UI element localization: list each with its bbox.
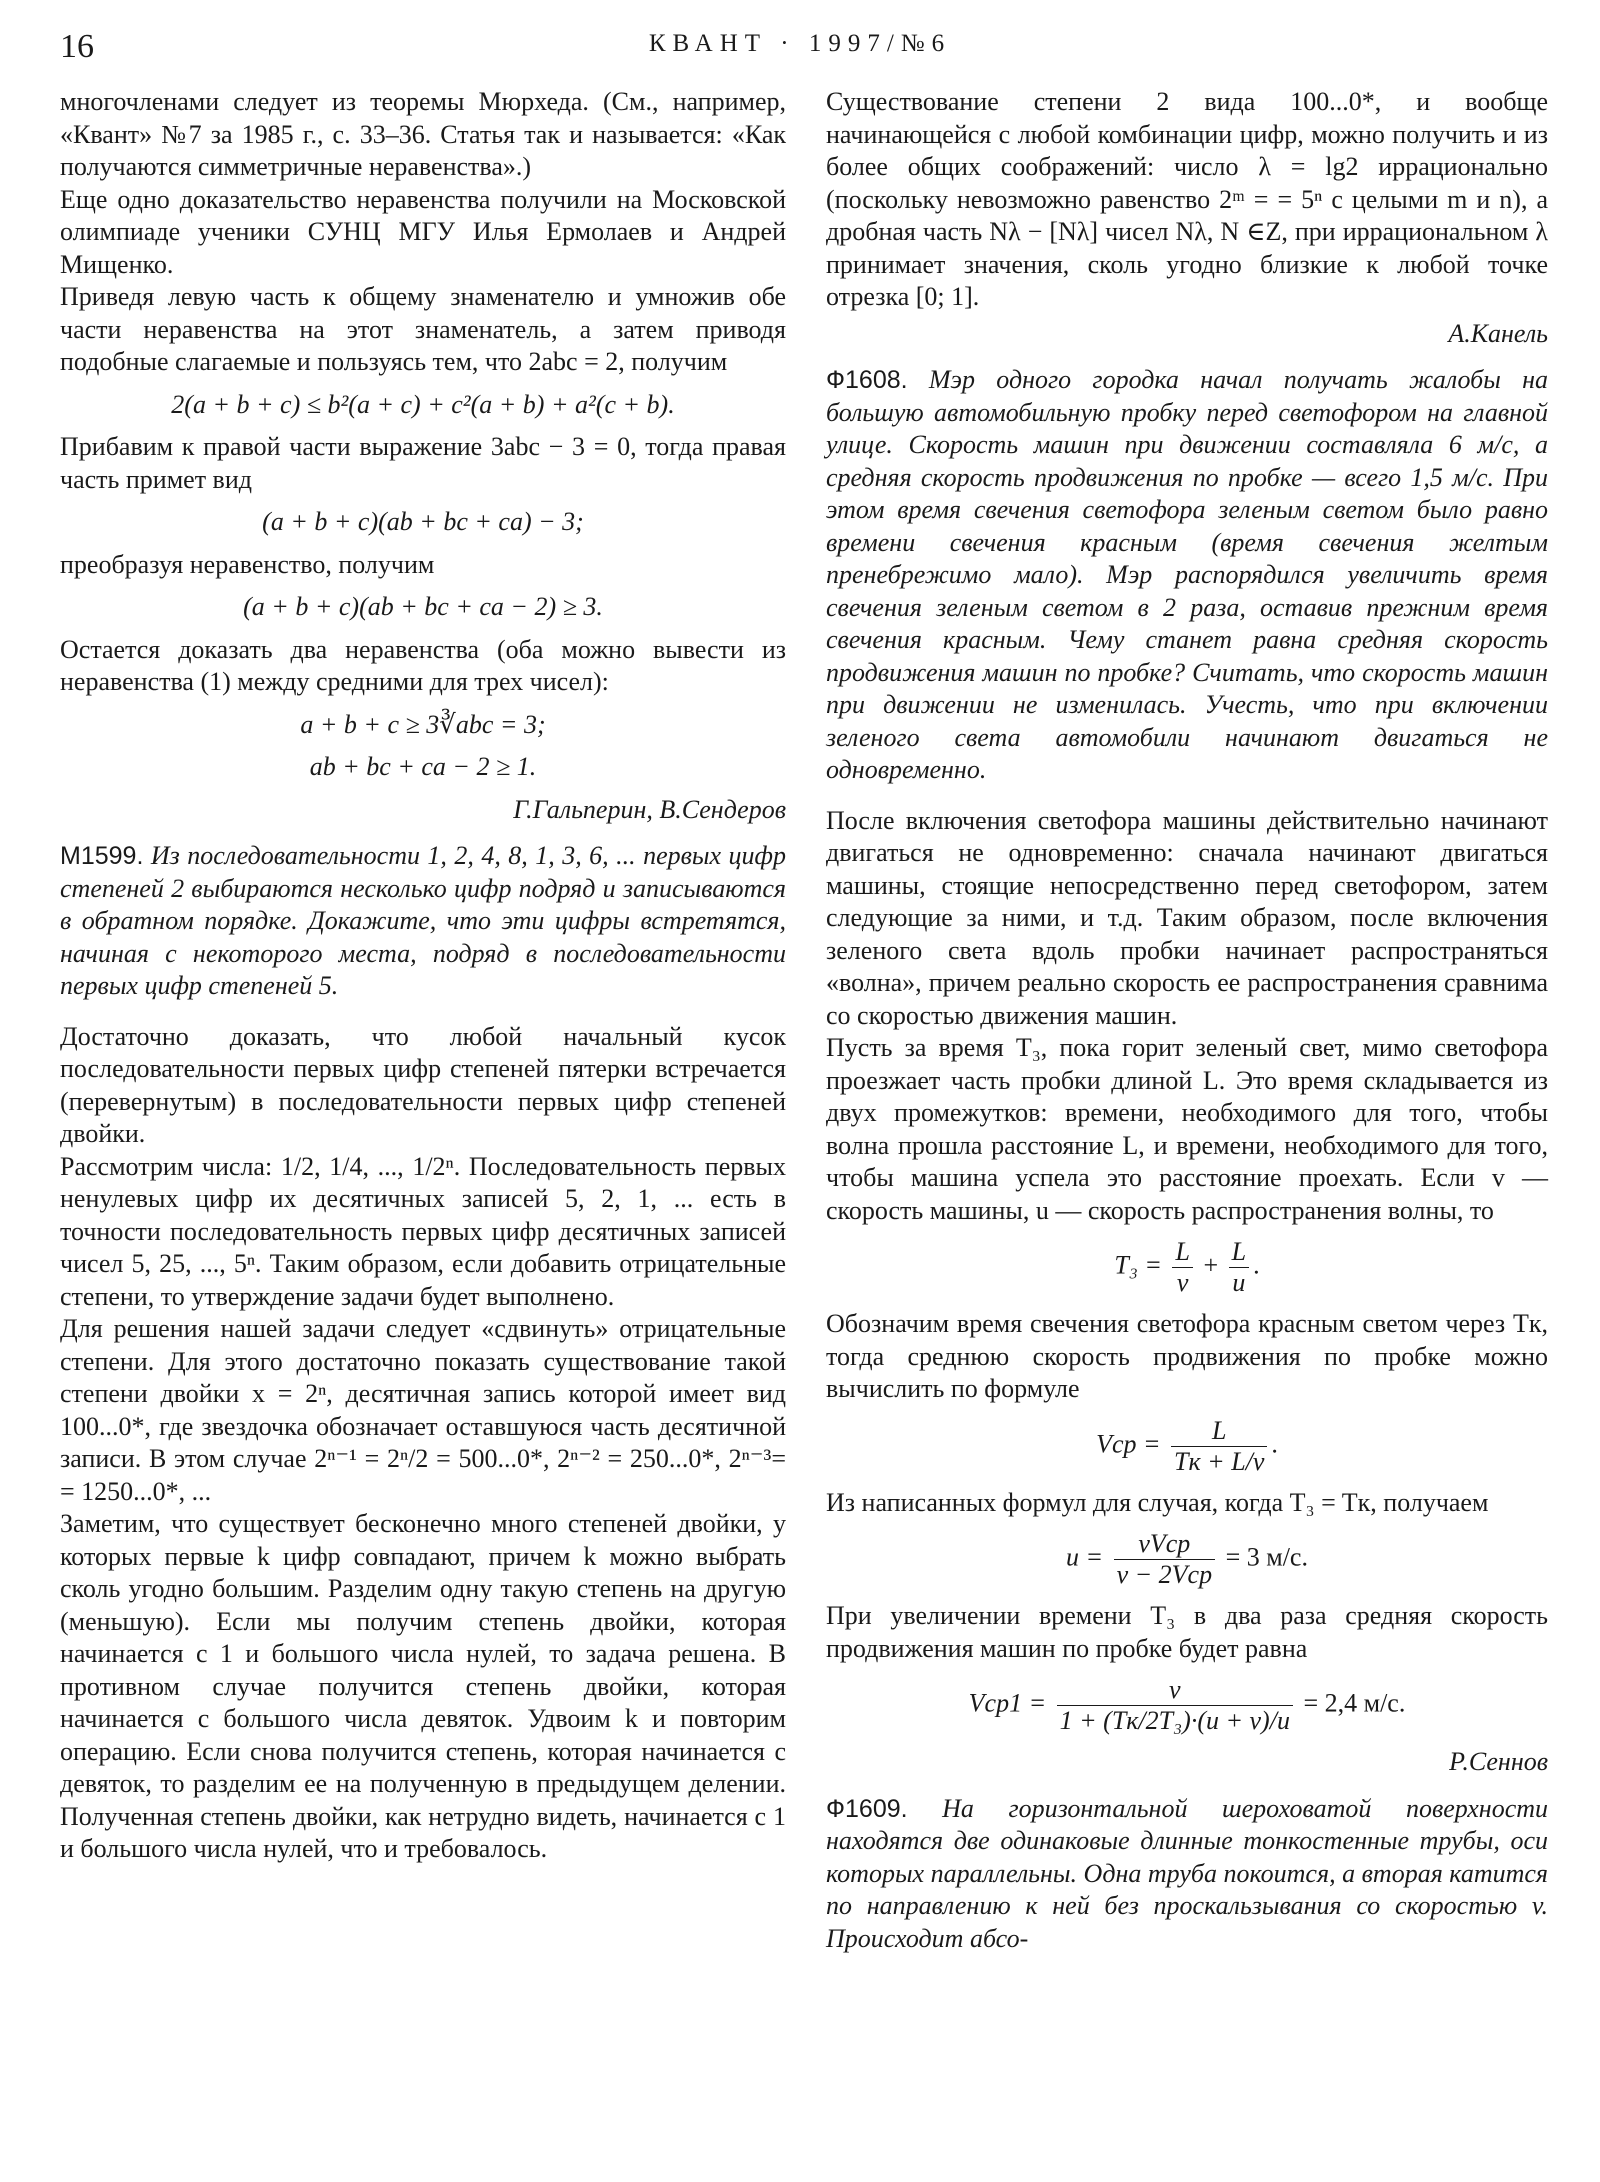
paragraph: Прибавим к правой части выражение 3abc − 3 = 0, тогда правая часть примет вид (60, 432, 786, 494)
problem-f1609 (826, 1793, 1548, 1956)
problem-text: Мэр одного городка начал получать жалобы на большую автомобильную пробку перед светофором на главной улице. Скорость машин при движении составляла 6 м/с, а средняя скорость продвижения по пробке — всего 1,5 м/с. При этом время свечения светофора зеленым светом было равно времени свечения красным (время свечения желтым пренебрежимо мало). Мэр распорядился увеличить время свечения зеленым светом в 2 раза, оставив прежним время свечения красным. Чему станет равна средняя скорость продвижения машин по пробке? Считать, что скорость машин при движении не изменилась. Учесть, что при включении зеленого света автомобили начинают двигаться не одновременно. (826, 365, 1549, 784)
paragraph: Пусть за время T₃, пока горит зеленый свет, мимо светофора проезжает часть пробки длиной L. Это время складывается из двух промежутков: времени, необходимого для того, чтобы волна прошла расстояние L, и времени, необходимого для того, чтобы машина успела это расстояние проехать. Если v — скорость машины, u — скорость распространения волны, то (826, 1033, 1548, 1225)
problem-f1608 (826, 364, 1548, 787)
paragraph: Обозначим время свечения светофора красным светом через Tк, тогда среднюю скорость продвижения по пробке можно вычислить по формуле (826, 1309, 1548, 1403)
paragraph: Приведя левую часть к общему знаменателю и умножив обе части неравенства на этот знаменатель, а затем приводя подобные слагаемые и пользуясь тем, что 2abc = 2, получим (60, 282, 786, 376)
author-signature: Р.Сеннов (1449, 1747, 1548, 1776)
problem-number: Ф1609. (826, 1794, 908, 1823)
paragraph: Из написанных формул для случая, когда T₃ = Tк, получаем (826, 1487, 1489, 1517)
paragraph: Рассмотрим числа: 1/2, 1/4, ..., 1/2ⁿ. Последовательность первых ненулевых цифр их десятичных записей 5, 2, 1, ... есть в точности последовательность первых цифр десятичных записей чисел 5, 25, ..., 5ⁿ. Таким образом, если добавить отрицательные степени, то утверждение задачи будет выполнено. (60, 1151, 786, 1311)
paragraph: преобразуя неравенство, получим (60, 549, 435, 579)
paragraph: Достаточно доказать, что любой начальный кусок последовательности первых цифр степеней пятерки встречается (перевернутым) в последовательности первых цифр степеней двойки. (60, 1021, 786, 1148)
author-signature: А.Канель (1448, 318, 1548, 348)
right-column (826, 86, 1548, 1955)
author-signature: Г.Гальперин, В.Сендеров (513, 794, 786, 824)
problem-number: М1599. (60, 842, 144, 870)
paragraph: После включения светофора машины действительно начинают двигаться не одновременно: сначала начинают двигаться машины, стоящие непосредственно перед светофором, затем следующие за ними, и т.д. Таким образом, после включения зеленого света вдоль пробки начинает распространяться «волна», причем реально скорость ее распространения сравнима со скоростью движения машин. (826, 805, 1548, 1030)
formula-green-time: T₃ = $\frac{L}{v}$ + $\frac{L}{u}$ . (1114, 1237, 1260, 1297)
left-column (60, 86, 786, 1866)
journal-title: КВАНТ · 1997/№6 (648, 30, 952, 57)
paragraph: Для решения нашей задачи следует «сдвинуть» отрицательные степени. Для этого достаточно показать существование такой степени двойки x = 2ⁿ, десятичная запись которой имеет вид 100...0*, где звездочка обозначает оставшуюся часть десятичной записи. В этом случае 2ⁿ⁻¹ = 2ⁿ/2 = 500...0*, 2ⁿ⁻² = 250...0*, 2ⁿ⁻³= = 1250...0*, ... (60, 1314, 786, 1506)
formula: 2(a + b + c) ≤ b²(a + c) + c²(a + b) + a²(c + b). (171, 389, 675, 419)
fraction: $\frac{L}{v}$ (1172, 1237, 1192, 1298)
formula-average-speed: Vср = $\frac{L}{Tк + L/v}$ . (1096, 1415, 1278, 1476)
formula: (a + b + c)(ab + bc + ca − 2) ≥ 3. (243, 592, 603, 621)
page-number: 16 (60, 28, 94, 65)
problem-m1599 (60, 840, 786, 1003)
paragraph: При увеличении времени T₃ в два раза средняя скорость продвижения машин по пробке будет равна (826, 1601, 1548, 1663)
problem-text: На горизонтальной шероховатой поверхности находятся две одинаковые длинные тонкостенные трубы, оси которых параллельны. Одна труба покоится, а вторая катится по направлению к ней без проскальзывания со скоростью v. Происходит абсо- (826, 1793, 1549, 1953)
formula-wave-speed: u = $\frac{\text{vVср}}{\text{v − 2Vср}}$ = 3 м/с. (1066, 1529, 1308, 1589)
paragraph: Заметим, что существует бесконечно много степеней двойки, у которых первые k цифр совпадают, причем k можно выбрать сколь угодно большим. Разделим одну такую степень на другую (меньшую). Если мы получим степень двойки, которая начинается с 1 и большого числа нулей, то задача решена. В противном случае получится степень двойки, которая начинается с большого числа девяток. Удвоим k и повторим операцию. Если снова получится степень, которая начинается с девяток, то разделим ее на полученную в предыдущем делении. Полученная степень двойки, как нетрудно видеть, начинается с 1 и большого числа нулей, что и требовалось. (60, 1509, 786, 1863)
paragraph: многочленами следует из теоремы Мюрхеда. (См., например, «Квант» №7 за 1985 г., с. 33–36. Статья так и называется: «Как получаются симметричные неравенства».) (60, 87, 786, 181)
formula: a + b + c ≥ 3∛abc = 3; (300, 709, 546, 739)
paragraph: Остается доказать два неравенства (оба можно вывести из неравенства (1) между средними для трех чисел): (60, 634, 786, 696)
formula: (a + b + c)(ab + bc + ca) − 3; (262, 507, 584, 536)
formula: ab + bc + ca − 2 ≥ 1. (309, 752, 537, 781)
fraction: $\frac{L}{Tк + L/v}$ (1171, 1416, 1267, 1477)
paragraph: Существование степени 2 вида 100...0*, и вообще начинающейся с любой комбинации цифр, можно получить и из более общих соображений: число λ = lg2 иррационально (поскольку невозможно равенство 2ᵐ = = 5ⁿ с целыми m и n), а дробная часть Nλ − [Nλ] чисел Nλ, N ∈Z, при иррациональном λ принимает значения, сколь угодно близкие к любой точке отрезка [0; 1]. (826, 87, 1548, 311)
fraction: $\frac{L}{u}$ (1229, 1237, 1249, 1298)
page-header (60, 28, 1540, 68)
formula-new-speed: Vср1 = $\frac{v}{\text{1 + (Tк/2T₃)·(u + v)/u}}$ = 2,4 м/с. (968, 1675, 1406, 1735)
problem-text: Из последовательности 1, 2, 4, 8, 1, 3, 6, ... первых цифр степеней 2 выбираются несколько цифр подряд и записываются в обратном порядке. Докажите, что эти цифры встретятся, начиная с некоторого места, подряд в последовательности первых цифр степеней 5. (60, 841, 786, 1000)
fraction: $\frac{v}{\text{1 + (Tк/2T₃)·(u + v)/u}}$ (1057, 1675, 1293, 1736)
problem-number: Ф1608. (826, 366, 908, 394)
paragraph: Еще одно доказательство неравенства получили на Московской олимпиаде ученики СУНЦ МГУ Илья Ермолаев и Андрей Мищенко. (60, 184, 786, 279)
fraction: $\frac{\text{vVср}}{\text{v − 2Vср}}$ (1114, 1529, 1216, 1590)
